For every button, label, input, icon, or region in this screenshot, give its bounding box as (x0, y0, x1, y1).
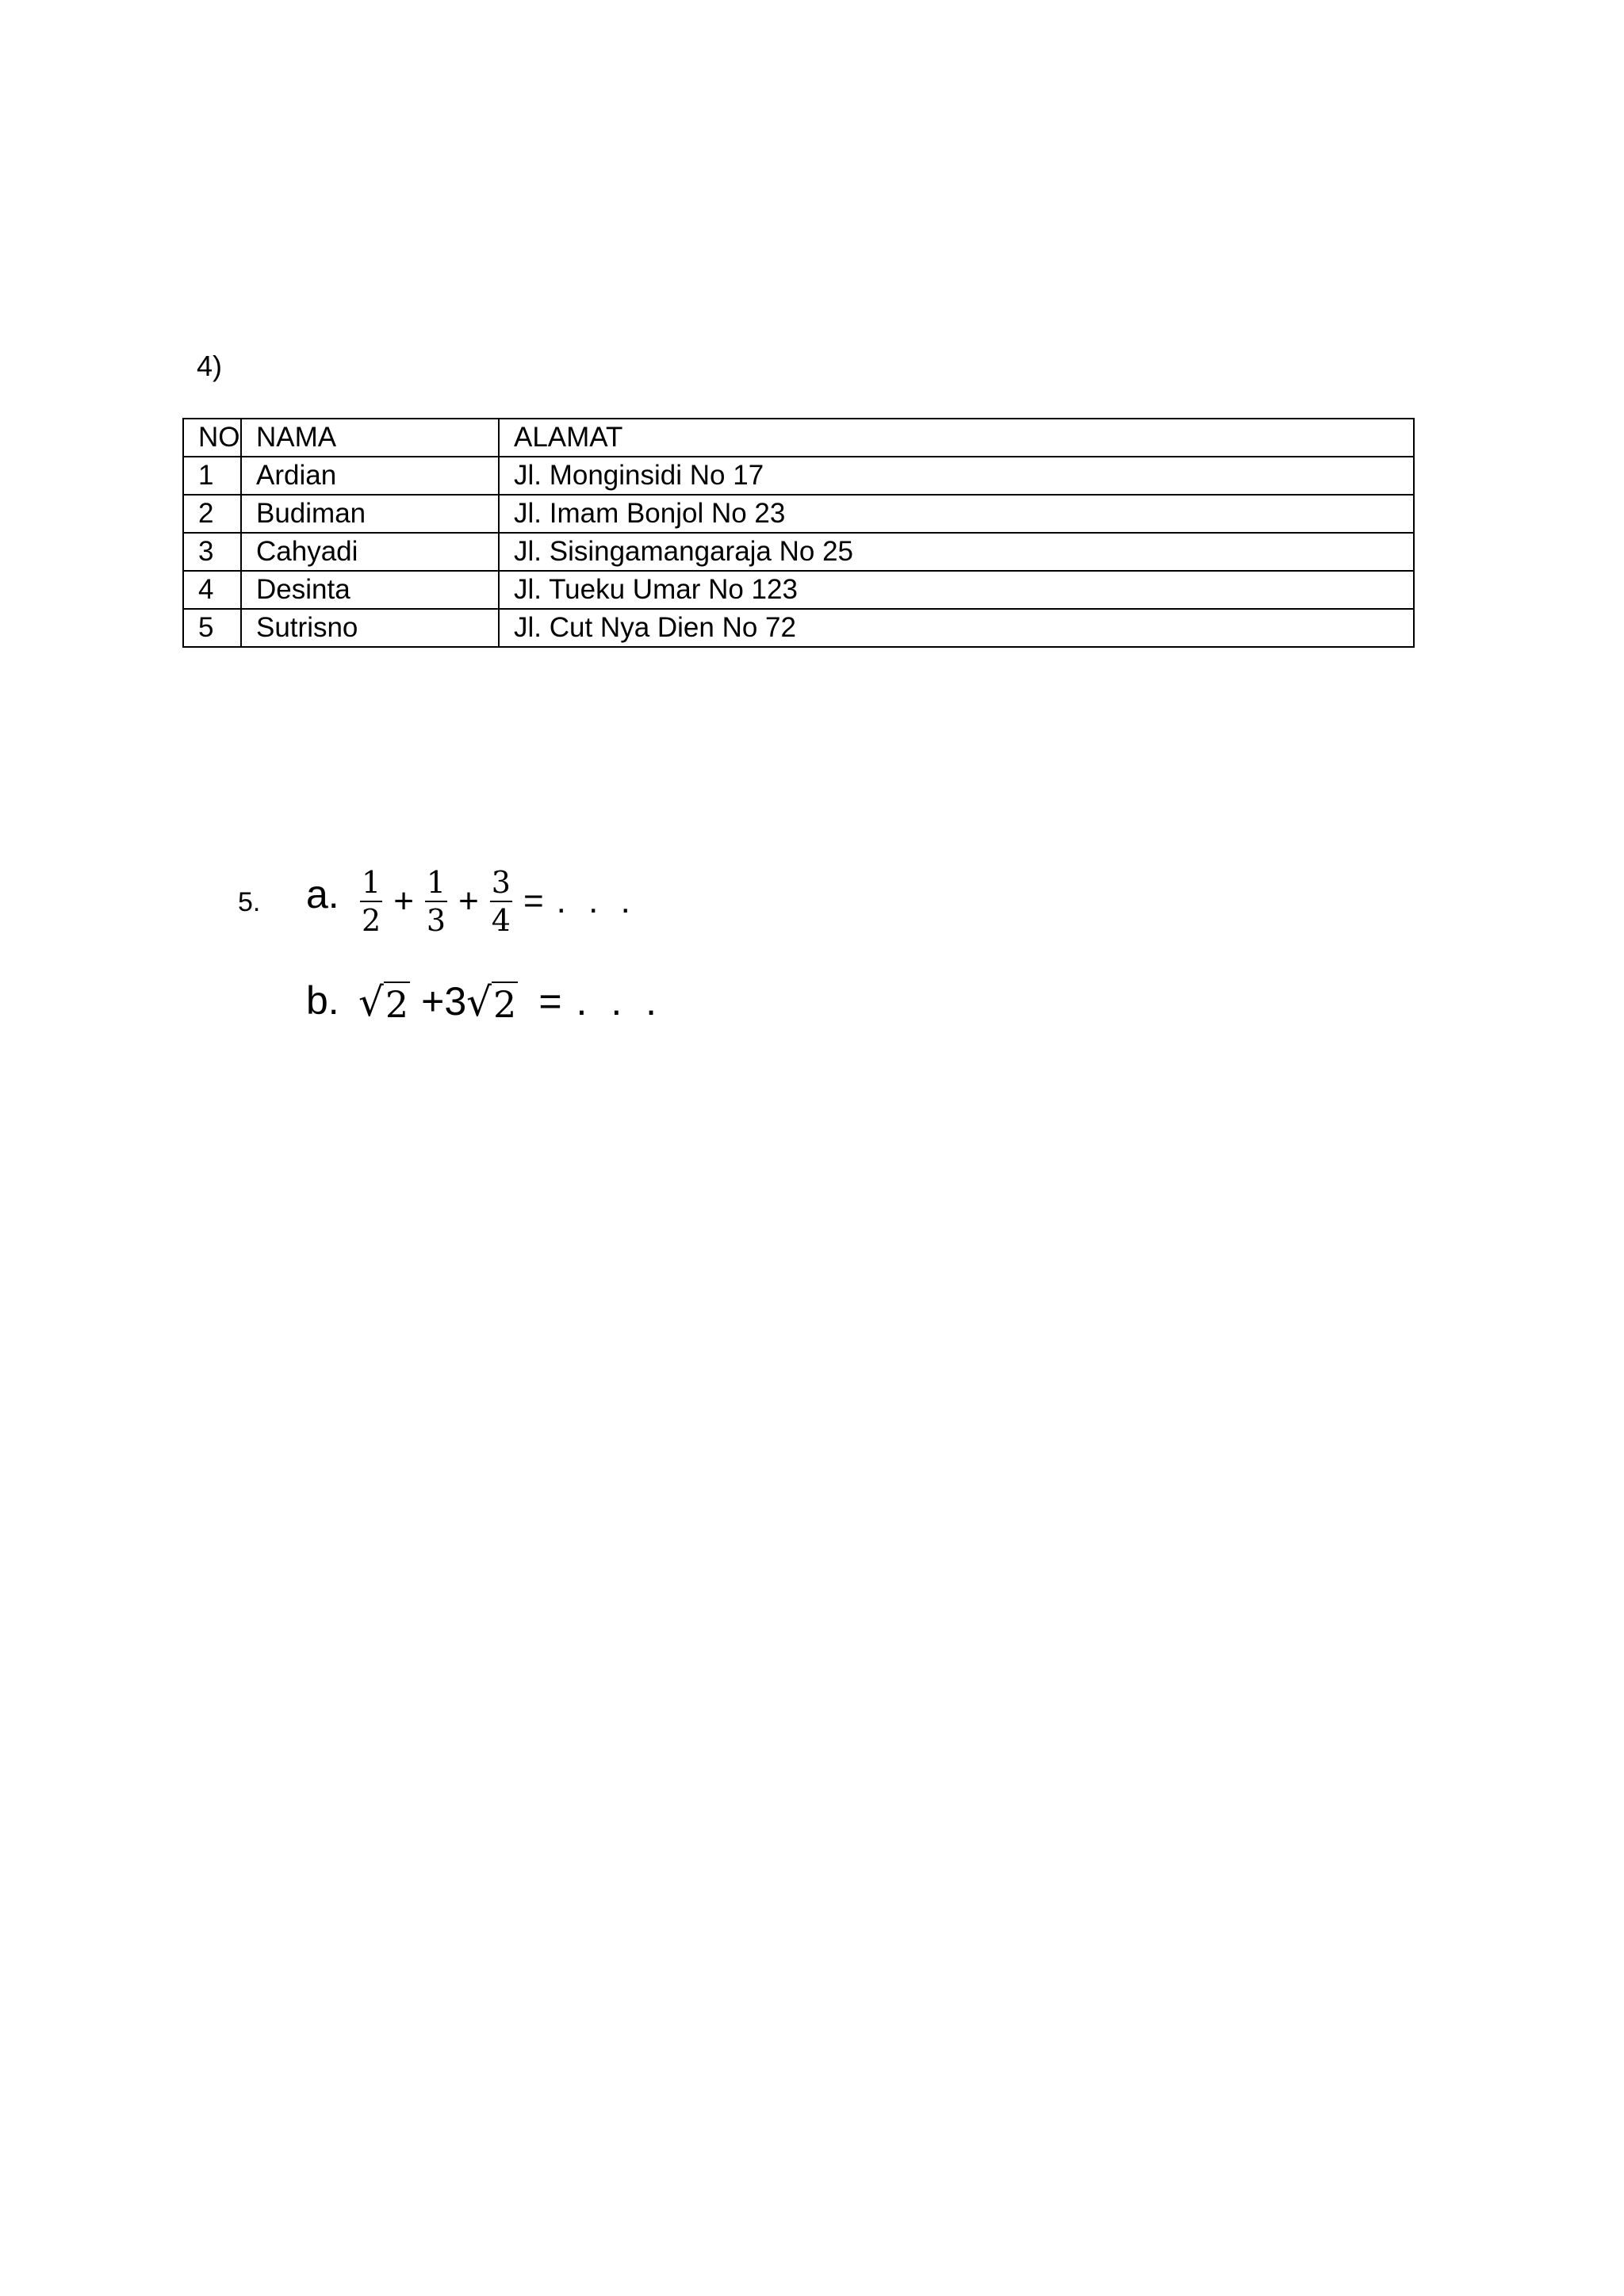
question-5-number: 5. (238, 887, 261, 917)
radical-sum-expression (358, 974, 663, 1029)
cell-nama: Sutrisno (241, 609, 499, 647)
fraction-numerator: 1 (426, 865, 446, 900)
ellipsis: . . . (556, 882, 637, 920)
cell-alamat: Jl. Monginsidi No 17 (499, 457, 1414, 495)
plus-three-coefficient: +3 (421, 979, 467, 1024)
radicand: 2 (385, 983, 409, 1026)
cell-no: 4 (183, 571, 241, 609)
table-row (183, 457, 1414, 495)
cell-alamat: Jl. Cut Nya Dien No 72 (499, 609, 1414, 647)
fraction-1 (358, 864, 384, 939)
fraction-3 (488, 864, 514, 939)
equals-sign: = (538, 979, 562, 1024)
plus-sign: + (458, 882, 479, 920)
question-4-label: 4) (197, 350, 223, 382)
header-nama: NAMA (241, 419, 499, 457)
header-alamat: ALAMAT (499, 419, 1414, 457)
table-header-row (183, 419, 1414, 457)
header-no: NO (183, 419, 241, 457)
cell-alamat: Jl. Tueku Umar No 123 (499, 571, 1414, 609)
plus-sign: + (393, 882, 414, 920)
student-address-table (182, 418, 1415, 648)
table-row (183, 571, 1414, 609)
radicand: 2 (493, 983, 517, 1026)
ellipsis: . . . (576, 979, 663, 1024)
fraction-denominator: 4 (491, 903, 511, 938)
cell-nama: Desinta (241, 571, 499, 609)
fraction-sum-expression (354, 858, 637, 945)
table-row (183, 609, 1414, 647)
cell-nama: Ardian (241, 457, 499, 495)
table-row (183, 533, 1414, 571)
cell-no: 3 (183, 533, 241, 571)
table-row (183, 495, 1414, 533)
fraction-numerator: 1 (362, 865, 381, 900)
cell-no: 5 (183, 609, 241, 647)
cell-no: 1 (183, 457, 241, 495)
cell-alamat: Jl. Imam Bonjol No 23 (499, 495, 1414, 533)
fraction-denominator: 3 (426, 903, 446, 938)
radical-sign: √ (358, 979, 384, 1025)
square-root-1 (358, 977, 410, 1026)
part-a-label: a. (306, 872, 339, 916)
fraction-2 (423, 864, 449, 939)
part-b-label: b. (306, 978, 339, 1023)
cell-alamat: Jl. Sisingamangaraja No 25 (499, 533, 1414, 571)
fraction-numerator: 3 (491, 865, 511, 900)
fraction-denominator: 2 (362, 903, 381, 938)
radical-sign: √ (466, 979, 492, 1025)
cell-nama: Budiman (241, 495, 499, 533)
square-root-2 (466, 977, 518, 1026)
cell-nama: Cahyadi (241, 533, 499, 571)
equals-sign: = (523, 882, 544, 920)
cell-no: 2 (183, 495, 241, 533)
